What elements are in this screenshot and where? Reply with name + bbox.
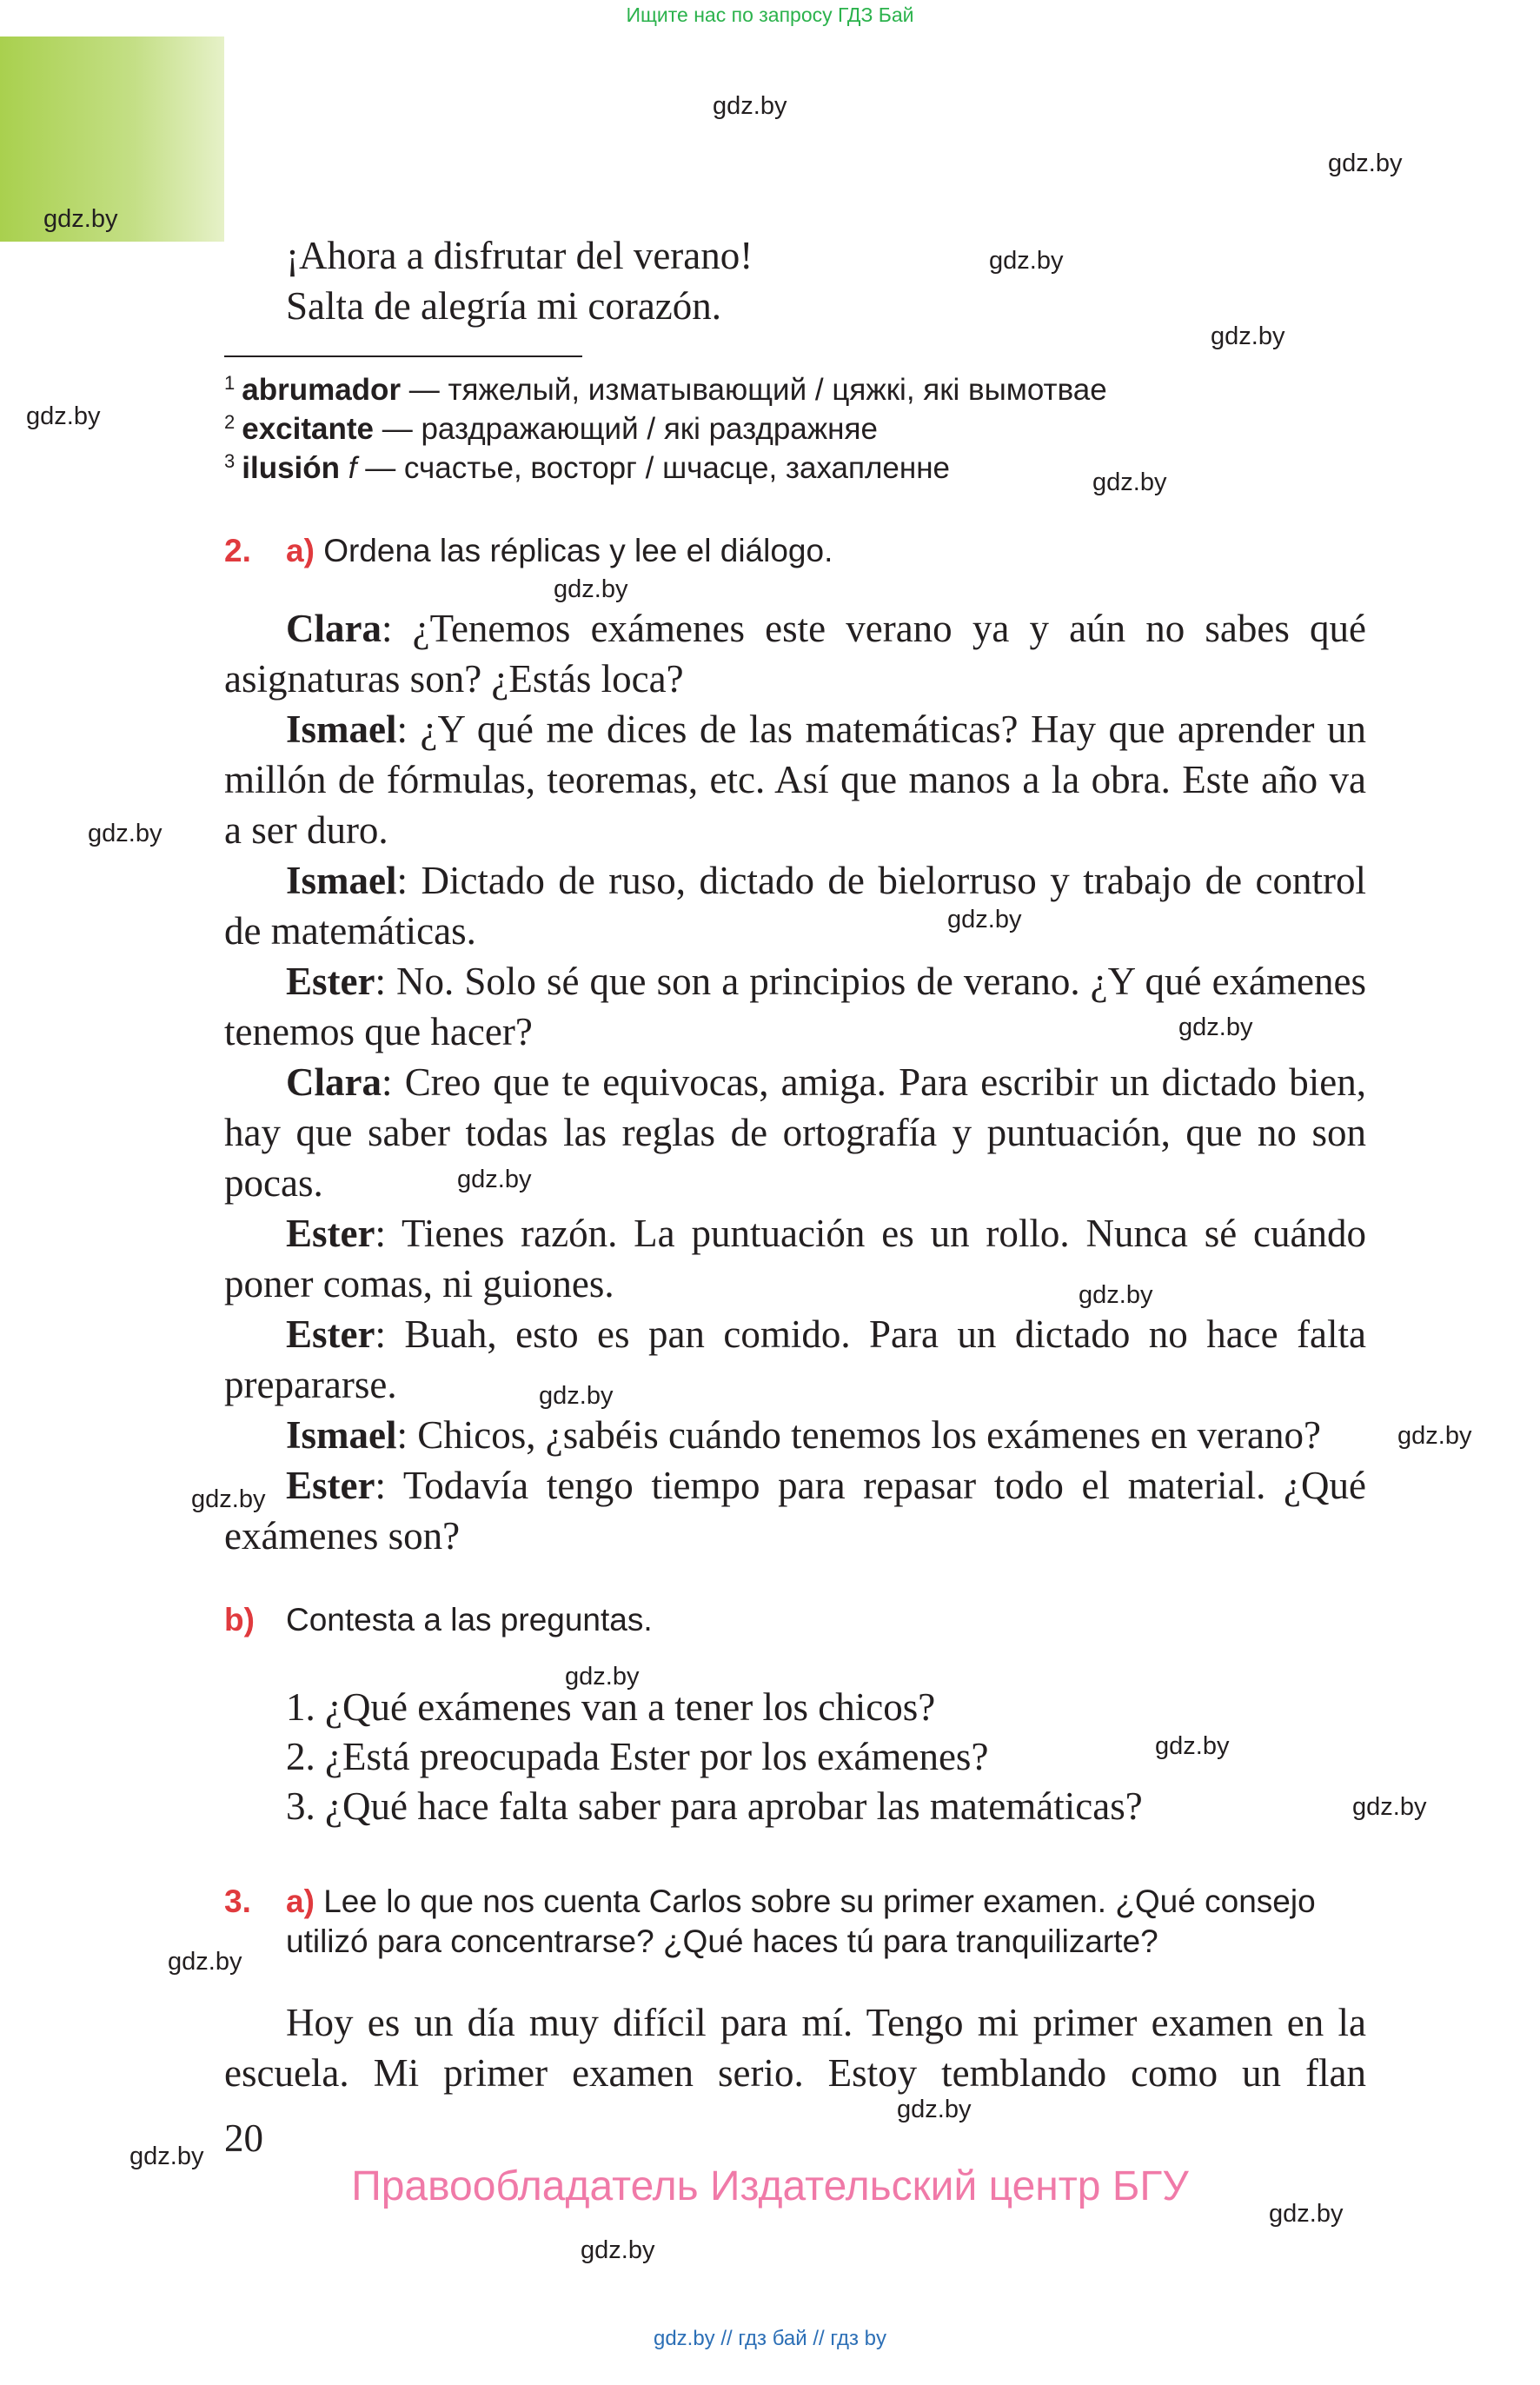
footnote-number: 1 <box>224 372 236 394</box>
footnote-term: ilusión <box>242 451 341 485</box>
task-number: 2. <box>224 533 251 568</box>
dialogue-line <box>224 1309 1366 1410</box>
line-text: : ¿Y qué me dices de las matemáticas? Hay que aprender un millón de fórmulas, teoremas, etc. Así que manos a la obra. Este año va a ser duro. <box>224 708 1366 852</box>
watermark: gdz.by <box>43 205 118 233</box>
watermark: gdz.by <box>457 1166 532 1193</box>
speaker: Ismael <box>286 708 397 751</box>
footer-links[interactable]: gdz.by // гдз бай // гдз by <box>653 2327 887 2350</box>
speaker: Ester <box>286 1212 375 1255</box>
task-2b-instruction: Contesta a las preguntas. <box>286 1602 653 1638</box>
footnote-term: abrumador <box>242 373 402 407</box>
dialogue-line <box>224 855 1366 956</box>
watermark: gdz.by <box>1352 1793 1427 1821</box>
watermark: gdz.by <box>897 2096 972 2123</box>
task-instruction-text: Ordena las réplicas y lee el diálogo. <box>323 533 833 568</box>
speaker: Ester <box>286 1312 375 1356</box>
line-text: : Tienes razón. La puntuación es un rollo. Nunca sé cuándo poner comas, ni guiones. <box>224 1212 1366 1305</box>
task-part-label: a) <box>286 533 315 568</box>
speaker: Ester <box>286 1464 375 1507</box>
dialogue-line <box>224 956 1366 1057</box>
speaker: Ismael <box>286 859 397 902</box>
watermark: gdz.by <box>1328 149 1403 177</box>
footnote-text: — тяжелый, изматывающий / цяжкі, які вымотвае <box>401 373 1107 407</box>
task-part-label: a) <box>286 1883 315 1919</box>
top-banner[interactable]: Ищите нас по запросу ГДЗ Бай <box>626 3 914 26</box>
line-text: : Buah, esto es pan comido. Para un dictado no hace falta prepararse. <box>224 1312 1366 1406</box>
dialogue-line <box>224 1057 1366 1208</box>
footnote-divider <box>224 355 582 357</box>
reading-passage <box>224 1997 1366 2098</box>
line-text: : Creo que te equivocas, amiga. Para escribir un dictado bien, hay que saber todas las reglas de ortografía y puntuación, que no son pocas. <box>224 1060 1366 1205</box>
watermark: gdz.by <box>1178 1013 1253 1041</box>
watermark: gdz.by <box>168 1948 242 1976</box>
watermark: gdz.by <box>1155 1732 1230 1760</box>
question-item: 1. ¿Qué exámenes van a tener los chicos? <box>286 1685 936 1729</box>
footnote-term: excitante <box>242 412 374 446</box>
footnote-number: 2 <box>224 411 236 433</box>
reading-text: Hoy es un día muy difícil para mí. Tengo mi primer examen en la escuela. Mi primer examen serio. Estoy temblando como un flan <box>224 2001 1366 2095</box>
watermark: gdz.by <box>947 906 1022 933</box>
copyright-notice: Правообладатель Издательский центр БГУ <box>351 2163 1189 2209</box>
task-instruction-text: utilizó para concentrarse? ¿Qué haces tú para tranquilizarte? <box>286 1923 1158 1959</box>
watermark: gdz.by <box>129 2143 204 2170</box>
watermark: gdz.by <box>565 1663 640 1691</box>
footnote <box>224 411 878 447</box>
line-text: : Todavía tengo tiempo para repasar todo el material. ¿Qué exámenes son? <box>224 1464 1366 1558</box>
watermark: gdz.by <box>1269 2200 1344 2228</box>
watermark: gdz.by <box>539 1382 614 1410</box>
speaker: Ester <box>286 960 375 1003</box>
watermark: gdz.by <box>989 247 1064 275</box>
footnote <box>224 372 1107 408</box>
question-item: 2. ¿Está preocupada Ester por los exámenes? <box>286 1735 989 1778</box>
poem-line: Salta de alegría mi corazón. <box>286 284 722 328</box>
watermark: gdz.by <box>554 575 628 603</box>
watermark: gdz.by <box>1397 1422 1472 1450</box>
task-number: 3. <box>224 1883 251 1919</box>
task-3-header <box>224 1882 251 1922</box>
footnote <box>224 450 950 486</box>
speaker: Ismael <box>286 1413 397 1457</box>
line-text: : No. Solo sé que son a principios de verano. ¿Y qué exámenes tenemos que hacer? <box>224 960 1366 1053</box>
task-instruction-text: Lee lo que nos cuenta Carlos sobre su primer examen. ¿Qué consejo <box>323 1883 1316 1919</box>
watermark: gdz.by <box>581 2236 655 2264</box>
watermark: gdz.by <box>1211 322 1285 350</box>
watermark: gdz.by <box>1079 1281 1153 1309</box>
poem-line: ¡Ahora a disfrutar del verano! <box>286 234 753 277</box>
watermark: gdz.by <box>713 92 787 120</box>
dialogue-line <box>224 603 1366 704</box>
question-list <box>286 1683 1143 1831</box>
task-2-header <box>224 531 251 571</box>
task-2a-instruction <box>286 531 833 571</box>
line-text: : ¿Tenemos exámenes este verano ya y aún no sabes qué asignaturas son? ¿Estás loca? <box>224 607 1366 701</box>
dialogue-line <box>224 1410 1366 1460</box>
task-2b-label <box>224 1600 255 1640</box>
task-3a-instruction <box>286 1882 1316 1962</box>
watermark: gdz.by <box>88 820 163 847</box>
dialogue-line <box>224 1460 1366 1561</box>
footnote-number: 3 <box>224 450 236 472</box>
footnote-gender: f <box>340 451 357 485</box>
footnote-text: — раздражающий / які раздражняе <box>374 412 878 446</box>
page-number: 20 <box>224 2116 263 2160</box>
watermark: gdz.by <box>1092 468 1167 496</box>
line-text: : Dictado de ruso, dictado de bielorruso y trabajo de control de matemáticas. <box>224 859 1366 953</box>
dialogue-line <box>224 1208 1366 1309</box>
watermark: gdz.by <box>26 402 101 430</box>
speaker: Clara <box>286 607 382 650</box>
dialogue-line <box>224 704 1366 855</box>
task-part-label: b) <box>224 1602 255 1638</box>
dialogue <box>224 603 1366 1561</box>
line-text: : Chicos, ¿sabéis cuándo tenemos los exámenes en verano? <box>396 1413 1321 1457</box>
speaker: Clara <box>286 1060 382 1104</box>
footnote-text: — счастье, восторг / шчасце, захапленне <box>356 451 950 485</box>
watermark: gdz.by <box>191 1485 266 1513</box>
question-item: 3. ¿Qué hace falta saber para aprobar las matemáticas? <box>286 1784 1143 1828</box>
